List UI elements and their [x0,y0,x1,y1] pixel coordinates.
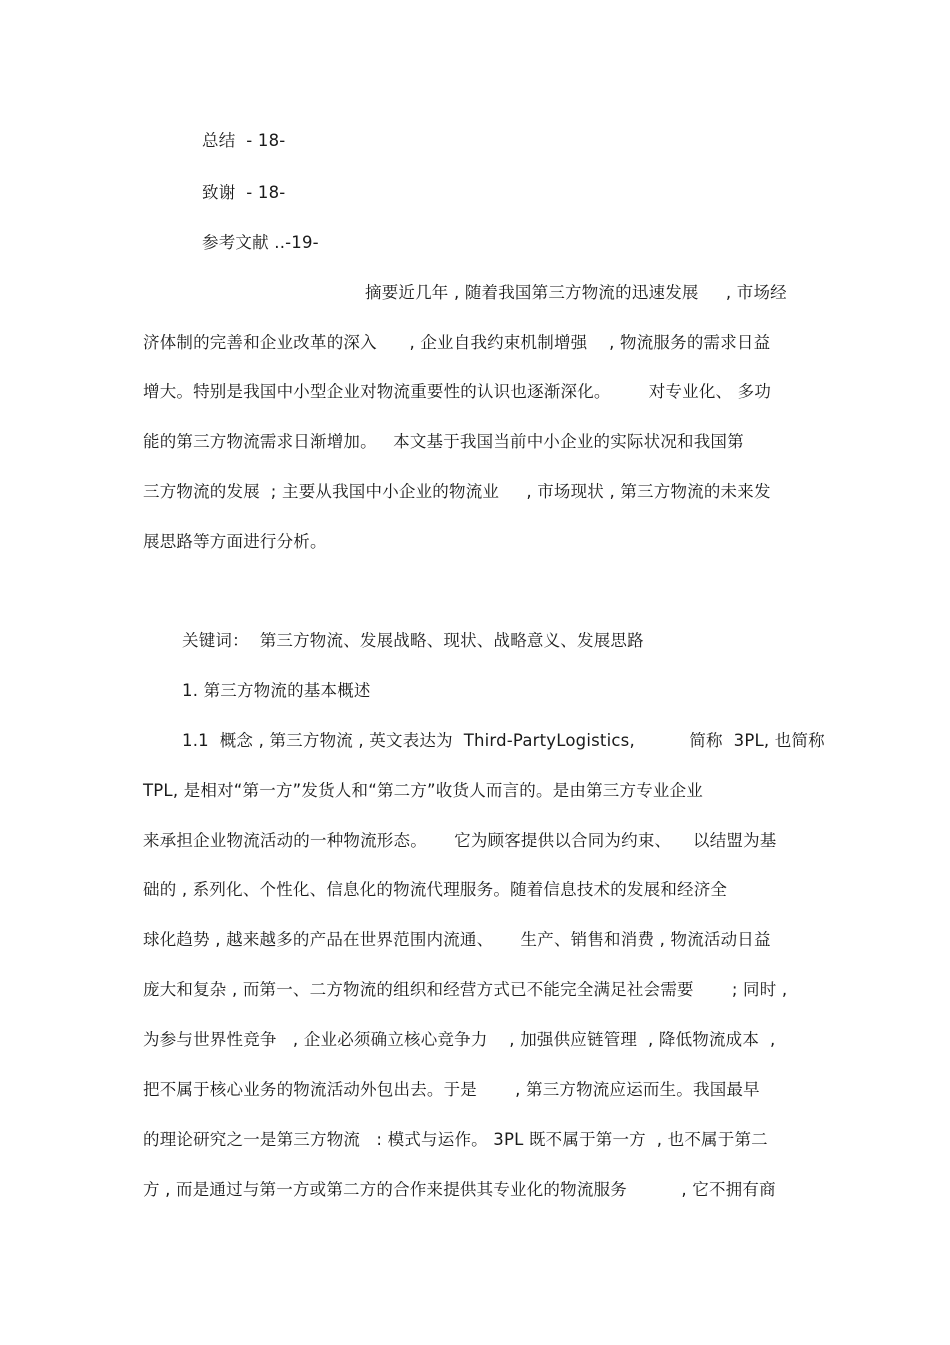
body-line: 来承担企业物流活动的一种物流形态。 它为顾客提供以合同为约束、 以结盟为基 [143,831,777,850]
body-line: 球化趋势 , 越来越多的产品在世界范围内流通、 生产、销售和消费 , 物流活动日益 [143,930,771,949]
body-line: 的理论研究之一是第三方物流 : 模式与运作。 3PL 既不属于第一方 , 也不属于第二 [143,1130,768,1149]
body-line: 把不属于核心业务的物流活动外包出去。于是 , 第三方物流应运而生。我国最早 [143,1080,760,1099]
section-heading: 1. 第三方物流的基本概述 [182,681,371,700]
body-line: 为参与世界性竞争 , 企业必须确立核心竞争力 , 加强供应链管理 , 降低物流成本 , [143,1030,776,1049]
abstract-line: 摘要近几年 , 随着我国第三方物流的迅速发展 , 市场经 [365,283,787,302]
toc-entry-references: 参考文献 ..-19- [202,233,319,252]
abstract-line: 展思路等方面进行分析。 [143,532,327,551]
keywords-line: 关键词： 第三方物流、发展战略、现状、战略意义、发展思路 [182,631,644,650]
body-line: TPL, 是相对“第一方”发货人和“第二方”收货人而言的。是由第三方专业企业 [143,781,704,800]
abstract-line: 能的第三方物流需求日渐增加。 本文基于我国当前中小企业的实际状况和我国第 [143,432,744,451]
body-line: 方 , 而是通过与第一方或第二方的合作来提供其专业化的物流服务 , 它不拥有商 [143,1180,776,1199]
abstract-line: 济体制的完善和企业改革的深入 , 企业自我约束机制增强 , 物流服务的需求日益 [143,333,771,352]
toc-entry-summary: 总结 - 18- [202,131,286,150]
abstract-line: 三方物流的发展 ; 主要从我国中小企业的物流业 , 市场现状 , 第三方物流的未来发 [143,482,771,501]
body-line: 础的 , 系列化、个性化、信息化的物流代理服务。随着信息技术的发展和经济全 [143,880,728,899]
abstract-line: 增大。特别是我国中小型企业对物流重要性的认识也逐渐深化。 对专业化、 多功 [143,382,772,401]
body-line: 庞大和复杂 , 而第一、二方物流的组织和经营方式已不能完全满足社会需要 ; 同时 , [143,980,788,999]
body-line: 1.1 概念 , 第三方物流 , 英文表达为 Third-PartyLogistics, 简称 3PL, 也简称 [182,731,825,750]
toc-entry-acknowledgements: 致谢 - 18- [202,183,286,202]
